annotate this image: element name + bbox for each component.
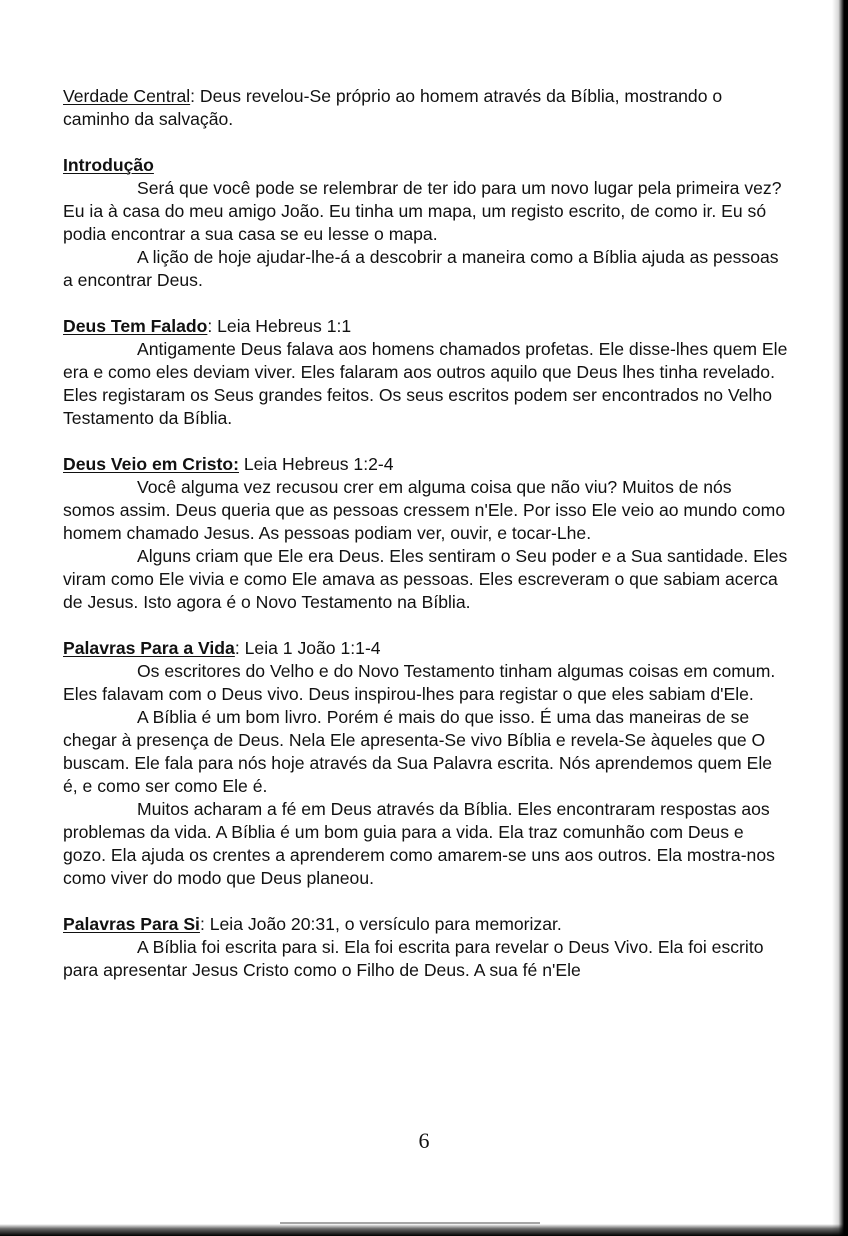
scan-edge-right xyxy=(832,0,848,1236)
central-truth-label: Verdade Central xyxy=(63,86,191,106)
section3-paragraph-1: Os escritores do Velho e do Novo Testamento tinham algumas coisas em comum. Eles falavam com o Deus vivo. Deus inspirou-lhes para registar o que eles sabiam d'Ele. xyxy=(63,661,776,704)
section1-paragraph-1: Antigamente Deus falava aos homens chamados profetas. Ele disse-lhes quem Ele era e como eles deviam viver. Eles falaram aos outros aquilo que Deus lhes tinha revelado. Eles registaram os Seus grandes feitos. Os seus escritos podem ser encontrados no Velho Testamento da Bíblia. xyxy=(63,339,788,428)
page-number: 6 xyxy=(418,1128,430,1153)
central-truth xyxy=(63,85,788,131)
document-page xyxy=(63,85,788,982)
central-truth-text: : Deus revelou-Se próprio ao homem através da Bíblia, mostrando o caminho da salvação. xyxy=(63,86,723,129)
scan-artifact-line xyxy=(280,1222,540,1224)
section1-heading: Deus Tem Falado xyxy=(63,316,208,336)
section-palavras-para-a-vida xyxy=(63,637,788,890)
section3-paragraph-2: A Bíblia é um bom livro. Porém é mais do que isso. É uma das maneiras de se chegar à presença de Deus. Nela Ele apresenta-Se vivo Bíblia e revela-Se àqueles que O buscam. Ele fala para nós hoje através da Sua Palavra escrita. Nós aprendemos quem Ele é, e como ser como Ele é. xyxy=(63,707,773,796)
section-palavras-para-si xyxy=(63,913,788,982)
section-deus-veio-em-cristo xyxy=(63,453,788,614)
intro-paragraph-1: Será que você pode se relembrar de ter ido para um novo lugar pela primeira vez? Eu ia à casa do meu amigo João. Eu tinha um mapa, um registo escrito, de como ir. Eu só podia encontrar a sua casa se eu lesse o mapa. xyxy=(63,178,782,244)
section2-heading: Deus Veio em Cristo: xyxy=(63,454,239,474)
section3-reference: : Leia 1 João 1:1-4 xyxy=(234,638,381,658)
section-deus-tem-falado xyxy=(63,315,788,430)
section4-reference: : Leia João 20:31, o versículo para memorizar. xyxy=(199,914,562,934)
section3-paragraph-3: Muitos acharam a fé em Deus através da Bíblia. Eles encontraram respostas aos problemas da vida. A Bíblia é um bom guia para a vida. Ela traz comunhão com Deus e gozo. Ela ajuda os crentes a aprenderem como amarem-se uns aos outros. Ela mostra-nos como viver do modo que Deus planeou. xyxy=(63,799,775,888)
intro-section xyxy=(63,154,788,292)
section3-heading: Palavras Para a Vida xyxy=(63,638,235,658)
section4-heading: Palavras Para Si xyxy=(63,914,200,934)
section1-reference: : Leia Hebreus 1:1 xyxy=(207,316,352,336)
intro-heading: Introdução xyxy=(63,155,154,175)
scan-edge-bottom xyxy=(0,1224,848,1236)
section2-paragraph-1: Você alguma vez recusou crer em alguma coisa que não viu? Muitos de nós somos assim. Deus queria que as pessoas cressem n'Ele. Por isso Ele veio ao mundo como homem chamado Jesus. As pessoas podiam ver, ouvir, e tocar-Lhe. xyxy=(63,477,786,543)
section2-reference: Leia Hebreus 1:2-4 xyxy=(239,454,394,474)
intro-paragraph-2: A lição de hoje ajudar-lhe-á a descobrir a maneira como a Bíblia ajuda as pessoas a encontrar Deus. xyxy=(63,247,779,290)
section4-paragraph-1: A Bíblia foi escrita para si. Ela foi escrita para revelar o Deus Vivo. Ela foi escrito para apresentar Jesus Cristo como o Filho de Deus. A sua fé n'Ele xyxy=(63,937,764,980)
section2-paragraph-2: Alguns criam que Ele era Deus. Eles sentiram o Seu poder e a Sua santidade. Eles viram como Ele vivia e como Ele amava as pessoas. Eles escreveram o que sabiam acerca de Jesus. Isto agora é o Novo Testamento na Bíblia. xyxy=(63,546,788,612)
